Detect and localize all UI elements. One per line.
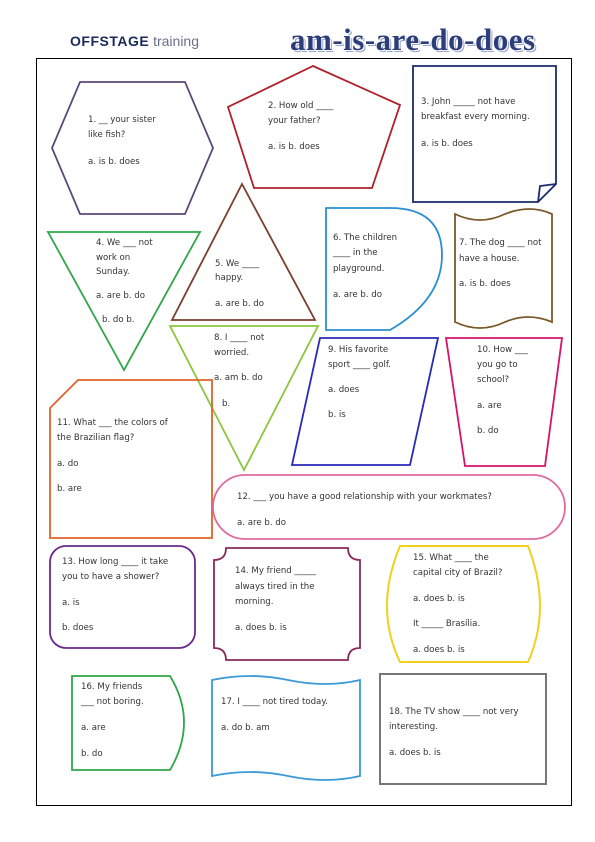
logo-sub: training (153, 33, 199, 49)
q1-line1: 1. __ your sister (88, 115, 156, 125)
q9-line2: sport ____ golf. (328, 360, 391, 370)
q6-line1: 6. The children (333, 233, 398, 243)
q8-line2: worried. (214, 348, 250, 358)
q11-line1: 11. What ___ the colors of (57, 418, 168, 428)
q5-options: a. are b. do (215, 299, 264, 309)
q9-option-a: a. does (328, 385, 360, 395)
q15-options-2: a. does b. is (413, 645, 465, 655)
q14-line1: 14. My friend _____ (235, 566, 316, 576)
q3-options: a. is b. does (421, 139, 473, 149)
q4-line2: work on (96, 253, 131, 263)
q15-line3: It _____ Brasília. (413, 619, 481, 629)
q12-line1: 12. ___ you have a good relationship with your workmates? (237, 492, 492, 502)
q6-options: a. are b. do (333, 290, 382, 300)
q6-line3: playground. (333, 264, 385, 274)
q18-options: a. does b. is (389, 748, 441, 758)
q11-option-a: a. do (57, 459, 79, 469)
shape-hexagon (52, 82, 213, 214)
q10-option-a: a. are (477, 401, 502, 411)
q4-line3: Sunday. (96, 267, 130, 277)
q10-line3: school? (477, 375, 510, 385)
q1-options: a. is b. does (88, 157, 140, 167)
q16-line1: 16. My friends (81, 682, 143, 692)
q13-option-b: b. does (62, 623, 94, 633)
q4-line1: 4. We ___ not (96, 238, 153, 248)
q10-line2: you go to (477, 360, 518, 370)
q15-options: a. does b. is (413, 594, 465, 604)
q4-options: a. are b. do (96, 291, 145, 301)
q8-extra: b. (222, 399, 231, 409)
q9-line1: 9. His favorite (328, 345, 389, 355)
shape-scroll-brown (455, 209, 552, 328)
q5-line1: 5. We ____ (215, 259, 260, 269)
q15-line1: 15. What ____ the (413, 553, 489, 563)
q11-line2: the Brazilian flag? (57, 433, 135, 443)
q4-extra: b. do b. (102, 315, 135, 325)
q8-options: a. am b. do (214, 373, 263, 383)
q5-line2: happy. (215, 273, 244, 283)
logo-main: OFFSTAGE (70, 33, 150, 49)
q18-line1: 18. The TV show ____ not very (389, 707, 519, 717)
q16-option-b: b. do (81, 749, 103, 759)
q8-line1: 8. I ____ not (214, 333, 265, 343)
q13-line2: you to have a shower? (62, 572, 160, 582)
q7-line2: have a house. (459, 254, 520, 264)
q14-line3: morning. (235, 597, 274, 607)
q7-line1: 7. The dog ____ not (459, 238, 542, 248)
q9-option-b: b. is (328, 410, 346, 420)
q3-line2: breakfast every morning. (421, 112, 530, 122)
q1-line2: like fish? (88, 130, 126, 140)
q13-option-a: a. is (62, 598, 80, 608)
q3-line1: 3. John _____ not have (421, 97, 516, 107)
q11-option-b: b. are (57, 484, 82, 494)
q14-line2: always tired in the (235, 582, 315, 592)
q12-options: a. are b. do (237, 518, 286, 528)
q13-line1: 13. How long ____ it take (62, 557, 169, 567)
q18-line2: interesting. (389, 722, 438, 732)
q14-options: a. does b. is (235, 623, 287, 633)
q7-options: a. is b. does (459, 279, 511, 289)
q16-option-a: a. are (81, 723, 106, 733)
shape-note (413, 66, 556, 202)
q17-options: a. do b. am (221, 723, 270, 733)
page-title: am-is-are-do-does (290, 22, 536, 57)
q6-line2: ____ in the (333, 248, 378, 258)
q2-line1: 2. How old ____ (268, 101, 334, 111)
q2-options: a. is b. does (268, 142, 320, 152)
q16-line2: ___ not boring. (81, 697, 144, 707)
q10-option-b: b. do (477, 426, 499, 436)
q10-line1: 10. How ___ (477, 345, 528, 355)
q15-line2: capital city of Brazil? (413, 568, 503, 578)
q17-line1: 17. I ____ not tired today. (221, 697, 328, 707)
q2-line2: your father? (268, 116, 321, 126)
